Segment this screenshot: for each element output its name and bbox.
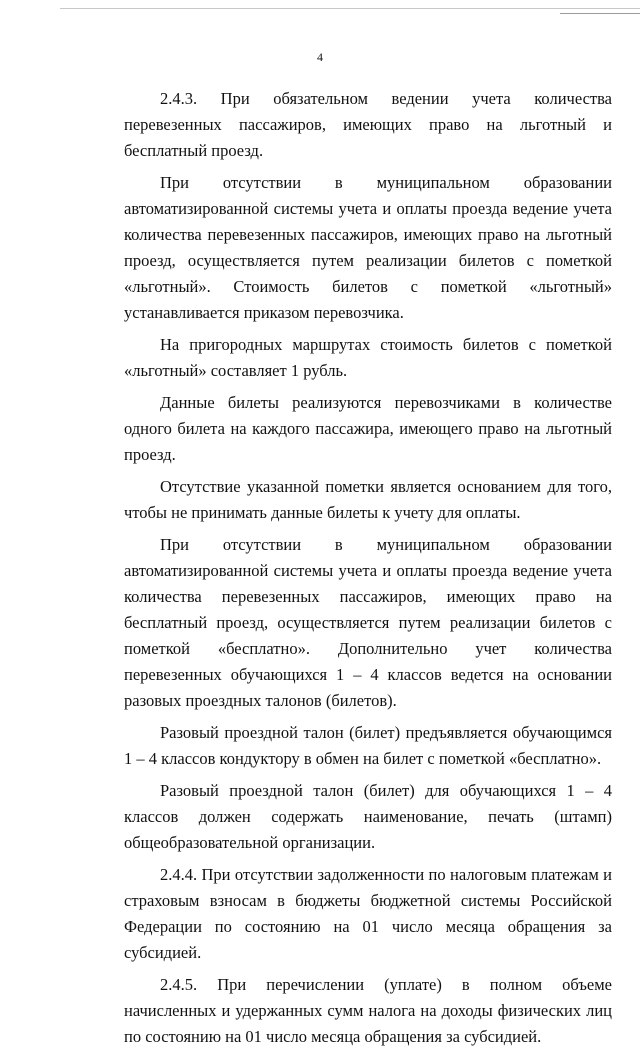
paragraph-missing-mark: Отсутствие указанной пометки является основанием для того, чтобы не принимать данные билеты к учету для оплаты. [124, 477, 612, 522]
paragraph-suburban-price: На пригородных маршрутах стоимость билетов с пометкой «льготный» составляет 1 рубль. [124, 335, 612, 380]
paragraph-discount-ticket-accounting: При отсутствии в муниципальном образовании автоматизированной системы учета и оплаты проезда ведение учета количества перевезенных пассажиров, имеющих право на льготный проезд, осуществляется путем реализации билетов с пометкой «льготный». Стоимость билетов с пометкой «льготный» устанавливается приказом перевозчика. [124, 173, 612, 322]
paragraph-single-pass-contents: Разовый проездной талон (билет) для обучающихся 1 – 4 классов должен содержать наименование, печать (штамп) общеобразовательной организации. [124, 781, 612, 852]
scan-edge-line [60, 8, 640, 9]
document-body [124, 86, 612, 1050]
page-number: 4 [317, 50, 323, 64]
scan-edge-line-right [560, 13, 640, 14]
paragraph-2-4-4: 2.4.4. При отсутствии задолженности по налоговым платежам и страховым взносам в бюджеты бюджетной системы Российской Федерации по состоянию на 01 число месяца обращения за субсидией. [124, 865, 612, 962]
paragraph-single-pass-exchange: Разовый проездной талон (билет) предъявляется обучающимся 1 – 4 классов кондуктору в обмен на билет с пометкой «бесплатно». [124, 723, 612, 768]
paragraph-2-4-3: 2.4.3. При обязательном ведении учета количества перевезенных пассажиров, имеющих право на льготный и бесплатный проезд. [124, 89, 612, 160]
paragraph-free-ticket-accounting: При отсутствии в муниципальном образовании автоматизированной системы учета и оплаты проезда ведение учета количества перевезенных пассажиров, имеющих право на бесплатный проезд, осуществляется путем реализации билетов с пометкой «бесплатно». Дополнительно учет количества перевезенных обучающихся 1 – 4 классов ведется на основании разовых проездных талонов (билетов). [124, 535, 612, 710]
paragraph-one-ticket-per-passenger: Данные билеты реализуются перевозчиками в количестве одного билета на каждого пассажира, имеющего право на льготный проезд. [124, 393, 612, 464]
paragraph-2-4-5: 2.4.5. При перечислении (уплате) в полном объеме начисленных и удержанных сумм налога на доходы физических лиц по состоянию на 01 число месяца обращения за субсидией. [124, 975, 612, 1046]
